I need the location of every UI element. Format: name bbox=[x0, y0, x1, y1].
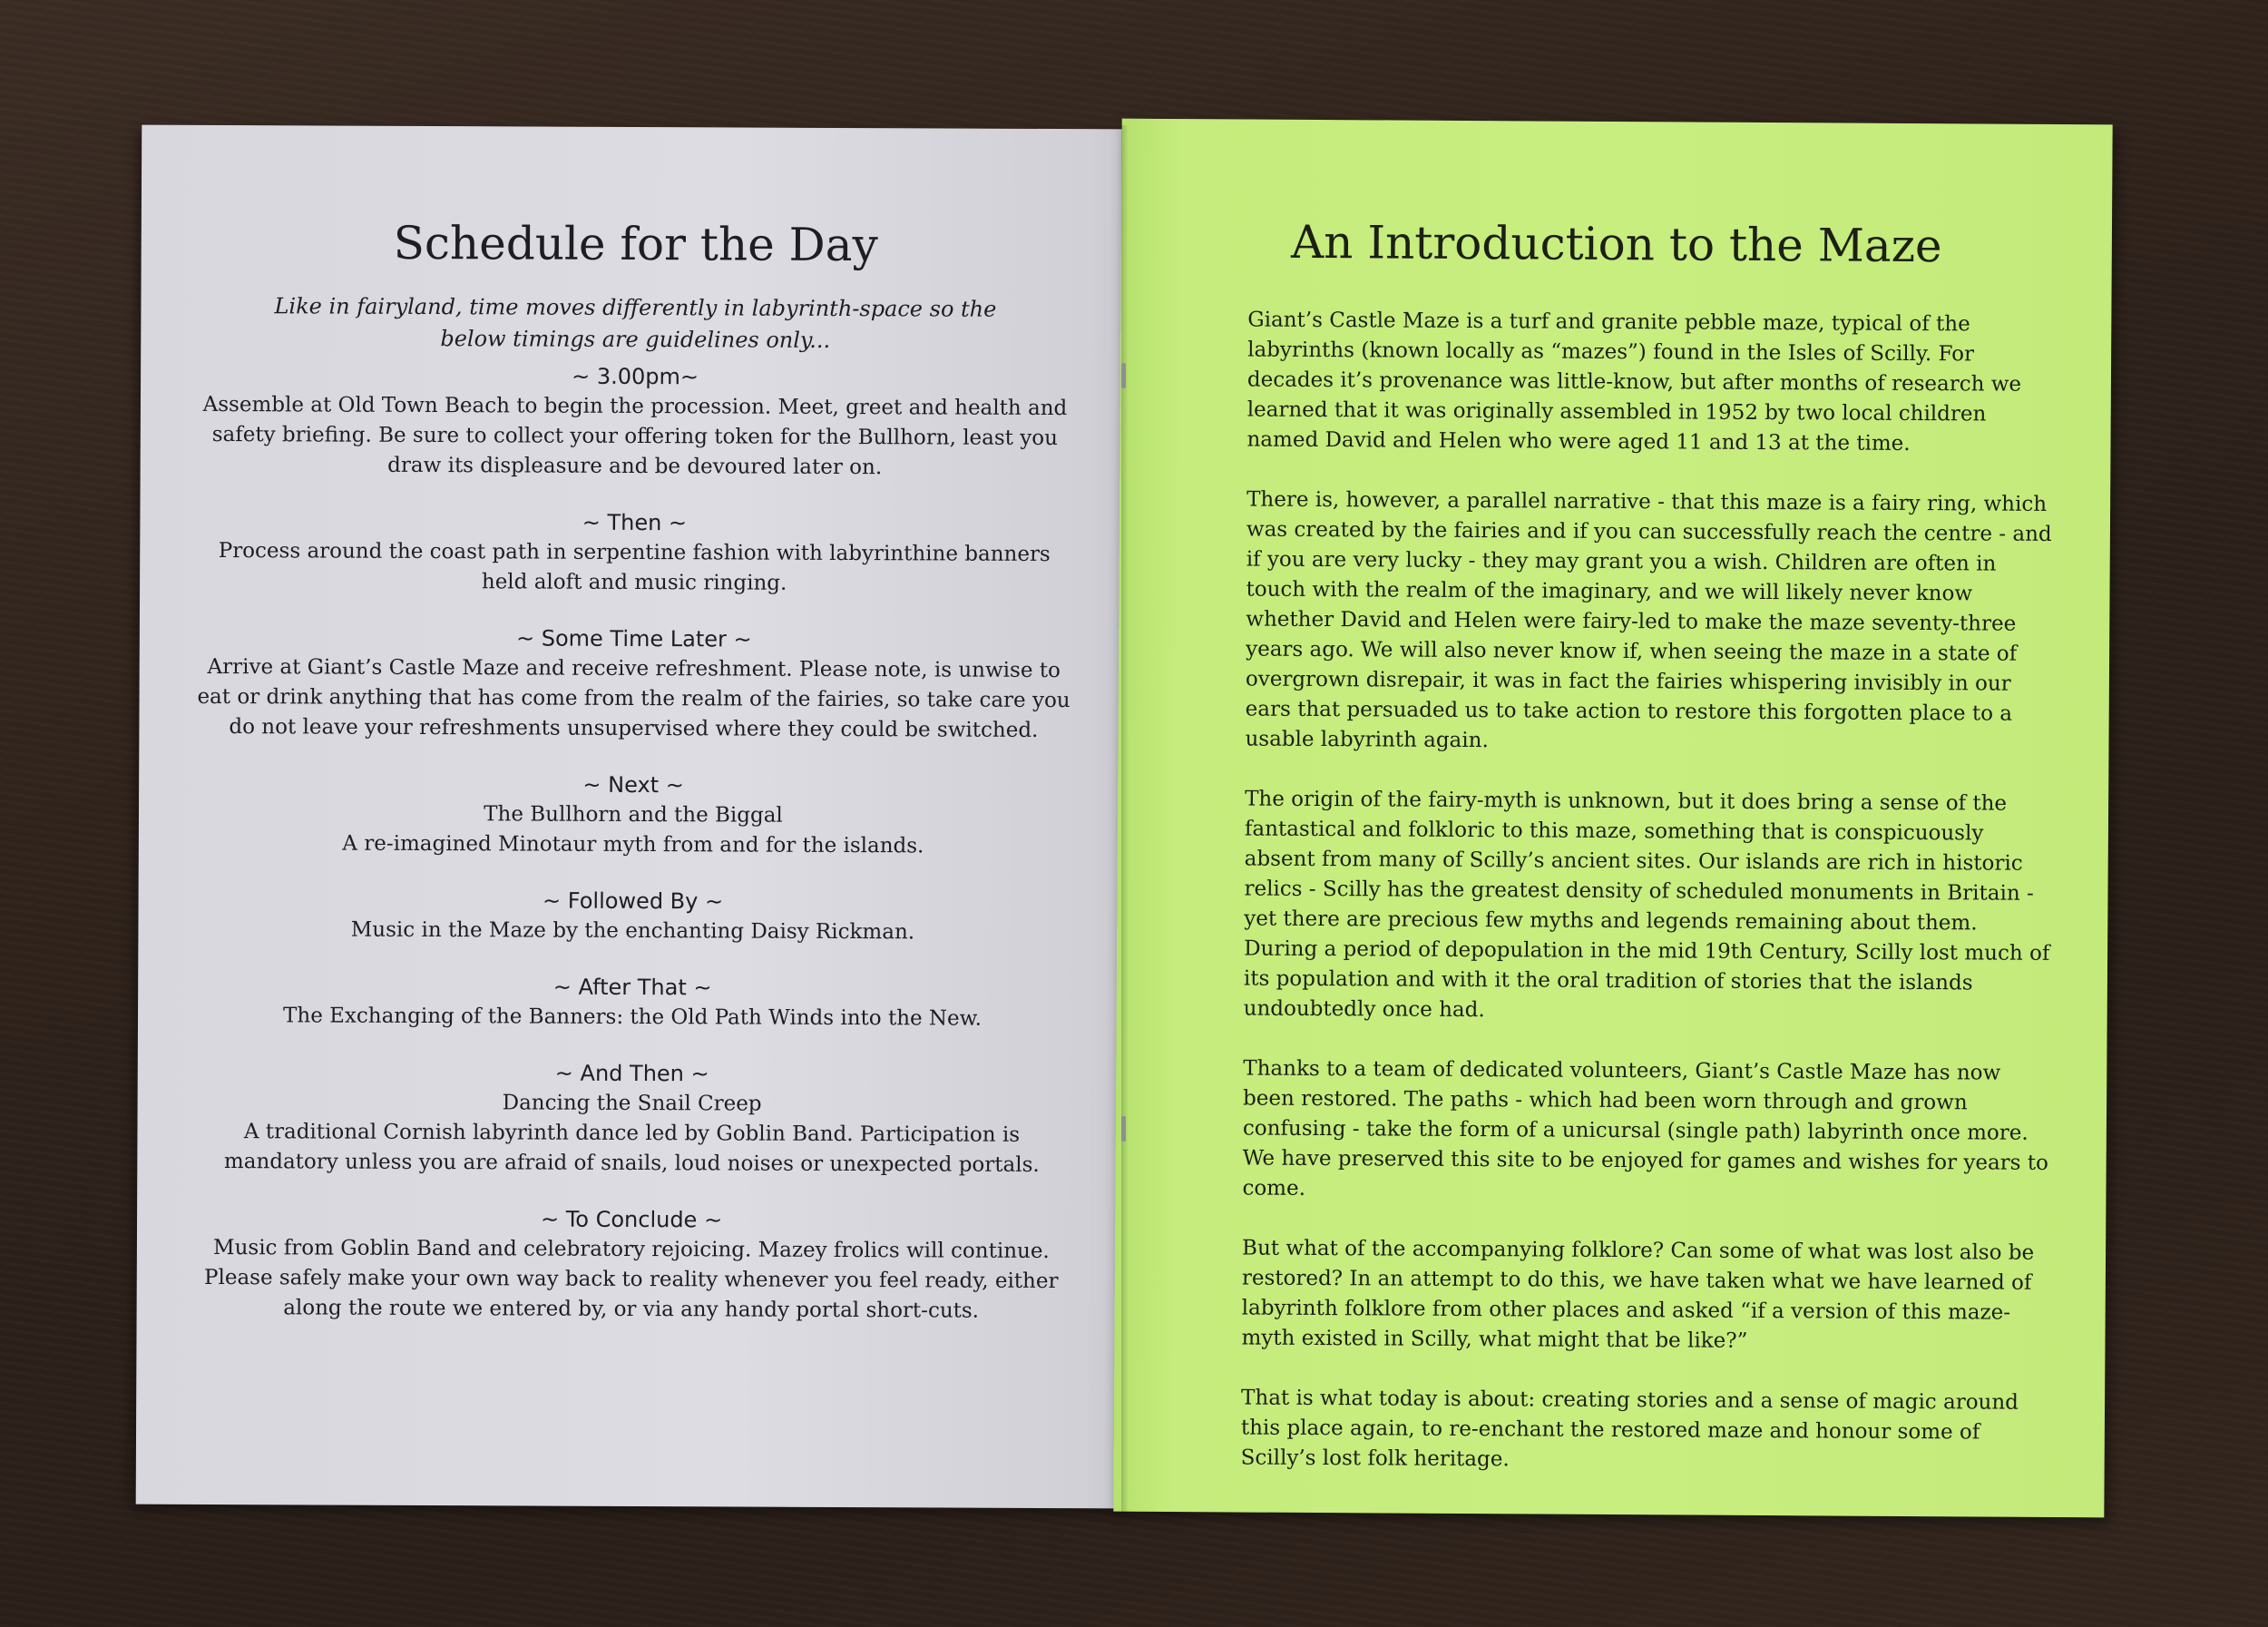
schedule-item-heading: ~ And Then ~ bbox=[554, 1060, 709, 1087]
schedule-item-heading: ~ Then ~ bbox=[582, 509, 688, 536]
schedule-item-heading: ~ Next ~ bbox=[582, 771, 684, 799]
schedule-item bbox=[191, 1202, 1072, 1327]
introduction-title: An Introduction to the Maze bbox=[1290, 215, 1942, 273]
introduction-text bbox=[1240, 306, 2055, 1508]
schedule-item bbox=[195, 359, 1076, 484]
introduction-paragraph: But what of the accompanying folklore? Can some of what was lost also be restored? In an attempt to do this, we have taken what we have learned of labyrinth folklore from other places and asked “if a version of this maze-myth existed in Scilly, what might that be like?” bbox=[1241, 1236, 2035, 1353]
introduction-paragraph: Giant’s Castle Maze is a turf and granite pebble maze, typical of the labyrinths (known locally as “mazes”) found in the Isles of Scilly. For decades it’s provenance was little-know, but after months of research we learned that it was originally assembled in 1952 by two local children named David and Helen who were aged 11 and 13 at the time. bbox=[1246, 308, 2022, 456]
left-page-schedule bbox=[136, 125, 1131, 1509]
schedule-item-body: Arrive at Giant’s Castle Maze and receive refreshment. Please note, is unwise to eat or drink anything that has come from the realm of the fairies, so take care you do not leave your refreshments unsupervised where they could be switched. bbox=[197, 654, 1070, 742]
introduction-paragraph: There is, however, a parallel narrative - that this maze is a fairy ring, which was created by the fairies and if you can successfully reach the centre - and if you are very lucky - they may grant you a wish. Children are often in touch with the realm of the imaginary, and we will likely never know whether David and Helen were fairy-led to make the maze seventy-three years ago. We will also never know if, when seeing the maze in a state of overgrown disrepair, it was in fact the fairies whispering invisibly in our ears that persuaded us to take action to restore this forgotten place to a usable labyrinth again. bbox=[1245, 487, 2052, 753]
right-page-introduction bbox=[1113, 119, 2112, 1518]
schedule-title: Schedule for the Day bbox=[393, 216, 878, 272]
schedule-item bbox=[194, 505, 1074, 600]
schedule-item-heading: ~ Followed By ~ bbox=[543, 887, 724, 915]
schedule-item-body: Process around the coast path in serpentine fashion with labyrinthine banners held aloft and music ringing. bbox=[218, 539, 1051, 595]
schedule-item-body: Dancing the Snail Creep A traditional Cornish labyrinth dance led by Goblin Band. Participation is mandatory unless you are afraid of snails, loud noises or unexpected portals. bbox=[223, 1091, 1040, 1177]
schedule-item bbox=[192, 884, 1072, 948]
staple bbox=[1121, 363, 1126, 388]
schedule-item bbox=[192, 970, 1072, 1034]
booklet-spine bbox=[1121, 125, 1129, 1514]
schedule-item-heading: ~ After That ~ bbox=[552, 974, 712, 1001]
schedule-item-body: The Exchanging of the Banners: the Old Path Winds into the New. bbox=[283, 1004, 982, 1031]
schedule-list bbox=[191, 359, 1075, 1352]
staple bbox=[1121, 1116, 1126, 1142]
schedule-item-body: Music in the Maze by the enchanting Daisy Rickman. bbox=[350, 917, 915, 945]
schedule-item bbox=[193, 768, 1073, 862]
schedule-item-body: The Bullhorn and the Biggal A re-imagined Minotaur myth from and for the islands. bbox=[342, 802, 924, 858]
schedule-intro: Like in fairyland, time moves differently in labyrinth-space so the below timings are guidelines only... bbox=[274, 293, 997, 353]
schedule-item-body: Music from Goblin Band and celebratory rejoicing. Mazey frolics will continue. Please safely make your own way back to reality whenever you feel ready, either along the route we entered by, or via any handy portal short-cuts. bbox=[203, 1235, 1059, 1323]
schedule-item-heading: ~ Some Time Later ~ bbox=[515, 625, 752, 652]
introduction-paragraph: Thanks to a team of dedicated volunteers, Giant’s Castle Maze has now been restored. The paths - which had been worn through and grown confusing - take the form of a unicursal (single path) labyrinth once more. We have preserved this site to be enjoyed for games and wishes for years to come. bbox=[1242, 1056, 2048, 1201]
introduction-paragraph: That is what today is about: creating stories and a sense of magic around this place again, to re-enchant the restored maze and honour some of Scilly’s lost folk heritage. bbox=[1240, 1386, 2019, 1472]
schedule-item-heading: ~ 3.00pm~ bbox=[572, 363, 699, 390]
schedule-item bbox=[193, 622, 1074, 746]
schedule-item bbox=[191, 1056, 1072, 1181]
schedule-item-heading: ~ To Conclude ~ bbox=[540, 1206, 723, 1233]
schedule-item-body: Assemble at Old Town Beach to begin the procession. Meet, greet and health and safety briefing. Be sure to collect your offering token for the Bullhorn, least you draw its displeasure and be devoured later on. bbox=[202, 392, 1068, 480]
introduction-paragraph: The origin of the fairy-myth is unknown, but it does bring a sense of the fantastical and folkloric to this maze, something that is conspicuously absent from many of Scilly’s ancient sites. Our islands are rich in historic relics - Scilly has the greatest density of scheduled monuments in Britain - yet there are precious few myths and legends remaining about them. During a period of depopulation in the mid 19th Century, Scilly lost much of its population and with it the oral tradition of stories that the islands undoubtedly once had. bbox=[1243, 787, 2050, 1023]
